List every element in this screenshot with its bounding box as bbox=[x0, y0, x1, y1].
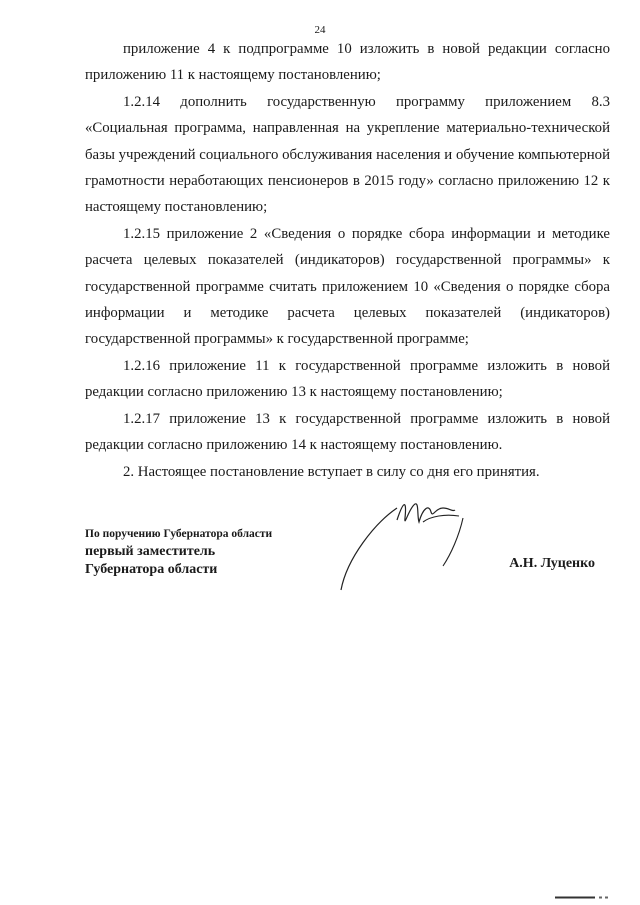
paragraph-2-effective: 2. Настоящее постановление вступает в силу со дня его принятия. bbox=[123, 463, 540, 480]
paragraph-1-2-16: 1.2.16 приложение 11 к государственной программе изложить в новой редакции согласно приложению 13 к настоящему постановлению; bbox=[85, 357, 610, 401]
scan-mark-icon bbox=[555, 896, 615, 899]
document-body bbox=[85, 36, 610, 485]
paragraph-annex-4: приложение 4 к подпрограмме 10 изложить в новой редакции согласно приложению 11 к настоящему постановлению; bbox=[85, 41, 610, 84]
handwritten-signature-icon bbox=[335, 478, 485, 598]
authority-line: По поручению Губернатора области bbox=[85, 528, 273, 540]
paragraph-1-2-17: 1.2.17 приложение 13 к государственной программе изложить в новой редакции согласно приложению 14 к настоящему постановлению. bbox=[85, 410, 610, 454]
signature-block bbox=[85, 525, 325, 579]
position-line-2: Губернатора области bbox=[85, 562, 218, 577]
signer-name: А.Н. Луценко bbox=[509, 556, 595, 571]
page-number: 24 bbox=[314, 24, 326, 36]
position-line-1: первый заместитель bbox=[85, 544, 216, 559]
paragraph-1-2-15: 1.2.15 приложение 2 «Сведения о порядке сбора информации и методике расчета целевых показателей (индикаторов) государственной программы» к государственной программе считать приложением 10 «Сведения о порядке сбора информации и методике расчета целевых показателей (индикаторов) государственной программы» к государственной программе; bbox=[85, 225, 610, 348]
paragraph-1-2-14: 1.2.14 дополнить государственную программу приложением 8.3 «Социальная программа, направленная на укрепление материально-технической базы учреждений социального обслуживания населения и обучение компьютерной грамотности неработающих пенсионеров в 2015 году» согласно приложению 12 к настоящему постановлению; bbox=[85, 93, 610, 216]
